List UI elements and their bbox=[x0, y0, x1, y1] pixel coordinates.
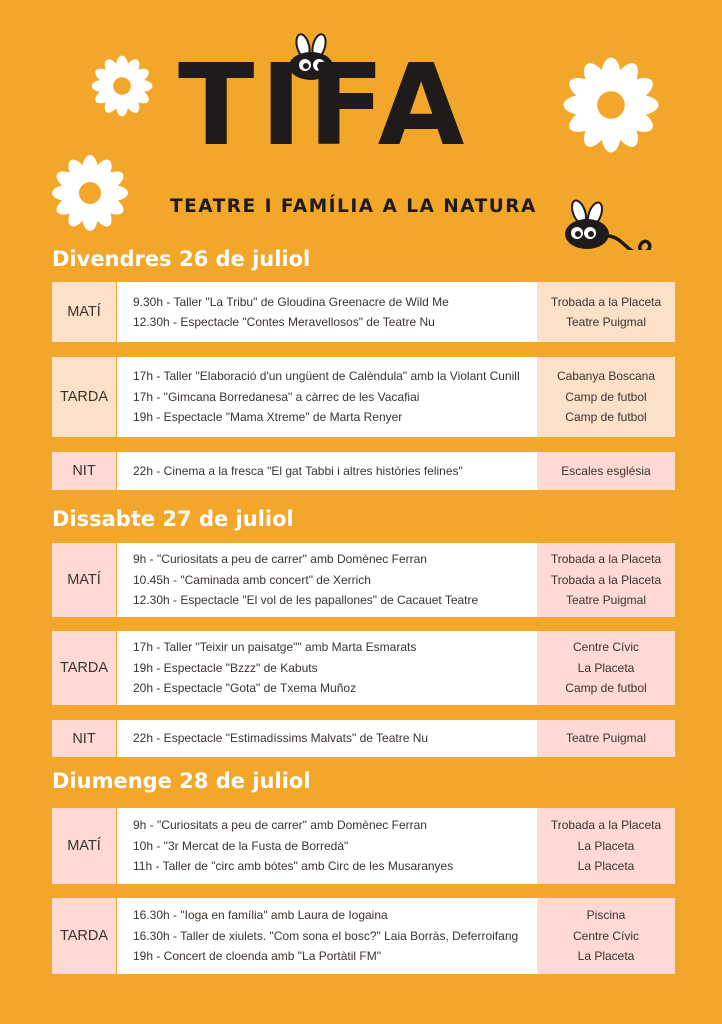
session-locations bbox=[537, 898, 675, 974]
session-locations bbox=[537, 452, 675, 490]
session-row bbox=[52, 898, 675, 974]
activity-item: 17h - "Gimcana Borredanesa" a càrrec de les Vacafiai bbox=[133, 389, 420, 404]
activity-item: 10h - "3r Mercat de la Fusta de Borredà" bbox=[133, 838, 349, 853]
day-heading: Dissabte 27 de juliol bbox=[52, 507, 294, 531]
location-item: Centre Cívic bbox=[572, 640, 640, 655]
activity-item: 9h - "Curiositats a peu de carrer" amb Domènec Ferran bbox=[133, 818, 427, 833]
activity-item: 19h - Concert de cloenda amb "La Portàtil FM" bbox=[133, 949, 381, 964]
session-row bbox=[52, 631, 675, 705]
location-item: Teatre Puigmal bbox=[565, 593, 647, 608]
location-item: Centre Cívic bbox=[572, 928, 640, 943]
activity-item: 17h - Taller "Teixir un paisatge"" amb Marta Esmarats bbox=[133, 640, 417, 655]
session-slot: TARDA bbox=[52, 898, 116, 974]
location-item: Piscina bbox=[586, 908, 626, 923]
day-heading: Diumenge 28 de juliol bbox=[52, 769, 311, 793]
activity-item: 12.30h - Espectacle "El vol de les papallones" de Cacauet Teatre bbox=[133, 593, 479, 608]
session-activities bbox=[116, 808, 537, 884]
location-item: La Placeta bbox=[577, 949, 635, 964]
daisy-icon bbox=[564, 58, 659, 153]
location-item: Cabanya Boscana bbox=[556, 369, 656, 384]
session-row bbox=[52, 357, 675, 437]
location-item: Trobada a la Placeta bbox=[550, 552, 662, 567]
page-subtitle: TEATRE I FAMÍLIA A LA NATURA bbox=[170, 196, 537, 217]
location-item: Escales església bbox=[561, 463, 651, 478]
session-row bbox=[52, 452, 675, 490]
activity-item: 16.30h - "Ioga en família" amb Laura de Iogaina bbox=[133, 908, 388, 923]
page-title: TIFA bbox=[178, 41, 471, 171]
session-slot: MATÍ bbox=[52, 543, 116, 617]
session-locations bbox=[537, 282, 675, 342]
activity-item: 9h - "Curiositats a peu de carrer" amb Domènec Ferran bbox=[133, 552, 427, 567]
location-item: Trobada a la Placeta bbox=[550, 572, 662, 587]
location-item: Teatre Puigmal bbox=[565, 315, 647, 329]
location-item: La Placeta bbox=[577, 660, 635, 675]
activity-item: 20h - Espectacle "Gota" de Txema Muñoz bbox=[133, 681, 357, 696]
bee-icon bbox=[565, 199, 667, 250]
activity-item: 22h - Espectacle "Estimadíssims Malvats" de Teatre Nu bbox=[133, 731, 429, 746]
session-slot: MATÍ bbox=[52, 808, 116, 884]
location-item: Teatre Puigmal bbox=[565, 731, 647, 746]
session-activities bbox=[116, 898, 537, 974]
session-row bbox=[52, 282, 675, 342]
day-heading: Divendres 26 de juliol bbox=[52, 247, 311, 271]
session-slot: NIT bbox=[52, 720, 116, 757]
session-slot: MATÍ bbox=[52, 282, 116, 342]
location-item: La Placeta bbox=[577, 838, 635, 853]
location-item: Trobada a la Placeta bbox=[550, 294, 662, 309]
location-item: Camp de futbol bbox=[565, 389, 647, 404]
daisy-icon bbox=[92, 56, 153, 117]
session-locations bbox=[537, 720, 675, 757]
session-row bbox=[52, 720, 675, 757]
session-slot: NIT bbox=[52, 452, 116, 490]
activity-item: 16.30h - Taller de xiulets. "Com sona el bosc?" Laia Borràs, Deferroifang bbox=[133, 928, 519, 943]
session-slot: TARDA bbox=[52, 631, 116, 705]
session-slot: TARDA bbox=[52, 357, 116, 437]
session-locations bbox=[537, 808, 675, 884]
activity-item: 19h - Espectacle "Mama Xtreme" de Marta Renyer bbox=[133, 410, 403, 425]
activity-item: 22h - Cinema a la fresca "El gat Tabbi i altres històries felines" bbox=[133, 463, 463, 478]
activity-item: 19h - Espectacle "Bzzz" de Kabuts bbox=[133, 660, 318, 675]
location-item: Camp de futbol bbox=[565, 681, 647, 696]
location-item: La Placeta bbox=[577, 859, 635, 874]
activity-item: 11h - Taller de "circ amb bótes" amb Circ de les Musaranyes bbox=[133, 859, 454, 874]
session-activities bbox=[116, 282, 537, 342]
activity-item: 12.30h - Espectacle "Contes Meravellosos" de Teatre Nu bbox=[133, 315, 435, 329]
session-activities bbox=[116, 357, 537, 437]
session-activities bbox=[116, 543, 537, 617]
session-activities bbox=[116, 452, 537, 490]
session-locations bbox=[537, 543, 675, 617]
activity-item: 9.30h - Taller "La Tribu" de Gloudina Greenacre de Wild Me bbox=[133, 294, 449, 309]
daisy-icon bbox=[52, 155, 128, 231]
session-row bbox=[52, 808, 675, 884]
session-locations bbox=[537, 357, 675, 437]
location-item: Camp de futbol bbox=[565, 410, 647, 425]
session-row bbox=[52, 543, 675, 617]
activity-item: 17h - Taller "Elaboració d'un ungüent de Calèndula" amb la Violant Cunill bbox=[133, 369, 520, 384]
session-activities bbox=[116, 631, 537, 705]
activity-item: 10.45h - "Caminada amb concert" de Xerrich bbox=[133, 572, 371, 587]
session-locations bbox=[537, 631, 675, 705]
location-item: Trobada a la Placeta bbox=[550, 818, 662, 833]
session-activities bbox=[116, 720, 537, 757]
